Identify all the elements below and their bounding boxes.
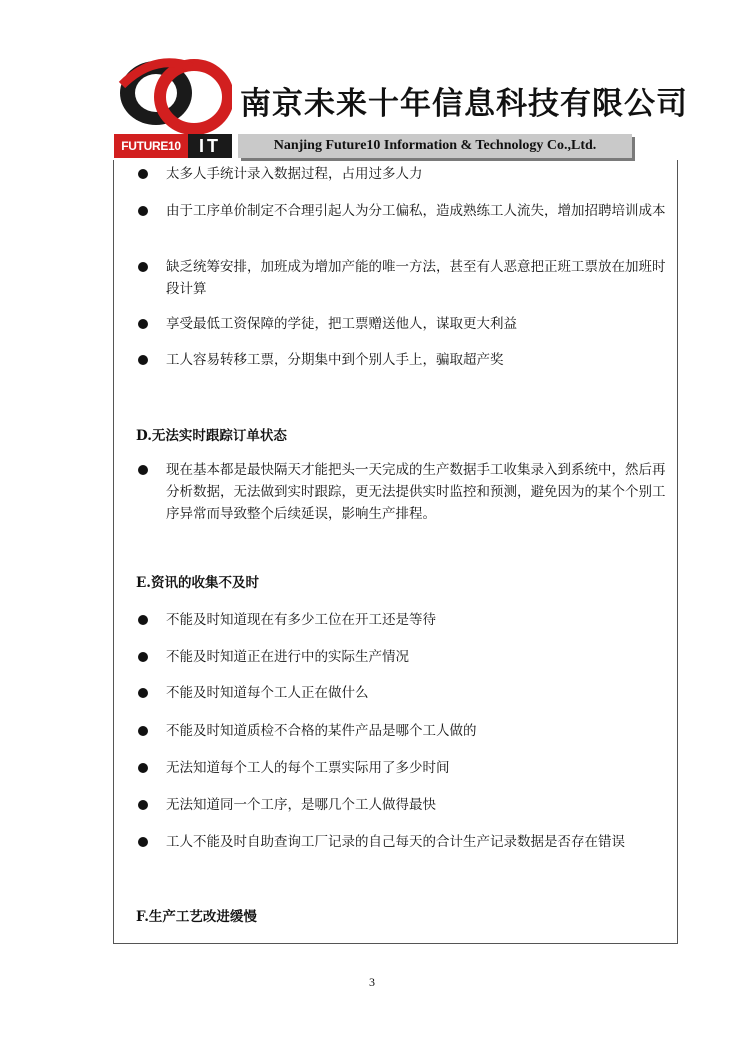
- bullet-icon: [138, 319, 148, 329]
- brand-it-label: IT: [188, 134, 232, 158]
- section-heading-e: E.资讯的收集不及时: [136, 575, 259, 591]
- brand-tag: [114, 134, 232, 158]
- bullet-icon: [138, 355, 148, 365]
- company-name-english: Nanjing Future10 Information & Technology Co.,Ltd.: [273, 138, 597, 153]
- page-header: [0, 0, 744, 165]
- bullet-icon: [138, 726, 148, 736]
- section-heading-d: D.无法实时跟踪订单状态: [136, 428, 287, 444]
- bullet-icon: [138, 169, 148, 179]
- list-item-text: 无法知道每个工人的每个工票实际用了多少时间: [166, 760, 450, 776]
- bullet-icon: [138, 837, 148, 847]
- bullet-icon: [138, 465, 148, 475]
- section-heading-f: F.生产工艺改进缓慢: [136, 909, 257, 925]
- list-item-text: 工人不能及时自助查询工厂记录的自己每天的合计生产记录数据是否存在错误: [166, 834, 625, 850]
- list-item-text: 不能及时知道每个工人正在做什么: [166, 685, 369, 701]
- list-item-text: 缺乏统筹安排，加班成为增加产能的唯一方法，甚至有人恶意把正班工票放在加班时段计算: [166, 259, 666, 297]
- future10-logo: [114, 55, 232, 135]
- list-item-text: 不能及时知道现在有多少工位在开工还是等待: [166, 612, 436, 628]
- list-item-text: 现在基本都是最快隔天才能把头一天完成的生产数据手工收集录入到系统中，然后再分析数据，无法做到实时跟踪，更无法提供实时监控和预测，避免因为的某个个别工序异常而导致整个后续延误，影响生产排程。: [166, 462, 666, 522]
- brand-future10-label: FUTURE10: [114, 134, 188, 158]
- content-frame: [113, 160, 678, 944]
- bullet-icon: [138, 262, 148, 272]
- list-item-text: 无法知道同一个工序，是哪几个工人做得最快: [166, 797, 436, 813]
- list-item-text: 由于工序单价制定不合理引起人为分工偏私，造成熟练工人流失，增加招聘培训成本: [166, 203, 666, 219]
- bullet-icon: [138, 615, 148, 625]
- list-item-text: 享受最低工资保障的学徒，把工票赠送他人，谋取更大利益: [166, 316, 517, 332]
- company-name-bar: [238, 134, 632, 158]
- list-item-text: 工人容易转移工票，分期集中到个别人手上，骗取超产奖: [166, 352, 504, 368]
- bullet-icon: [138, 688, 148, 698]
- bullet-icon: [138, 206, 148, 216]
- bullet-icon: [138, 763, 148, 773]
- page-number: 3: [369, 975, 375, 989]
- list-item-text: 不能及时知道正在进行中的实际生产情况: [166, 649, 409, 665]
- bullet-icon: [138, 652, 148, 662]
- bullet-icon: [138, 800, 148, 810]
- company-name-chinese: 南京未来十年信息科技有限公司: [240, 86, 688, 122]
- list-item-text: 太多人手统计录入数据过程，占用过多人力: [166, 166, 423, 182]
- list-item-text: 不能及时知道质检不合格的某件产品是哪个工人做的: [166, 723, 477, 739]
